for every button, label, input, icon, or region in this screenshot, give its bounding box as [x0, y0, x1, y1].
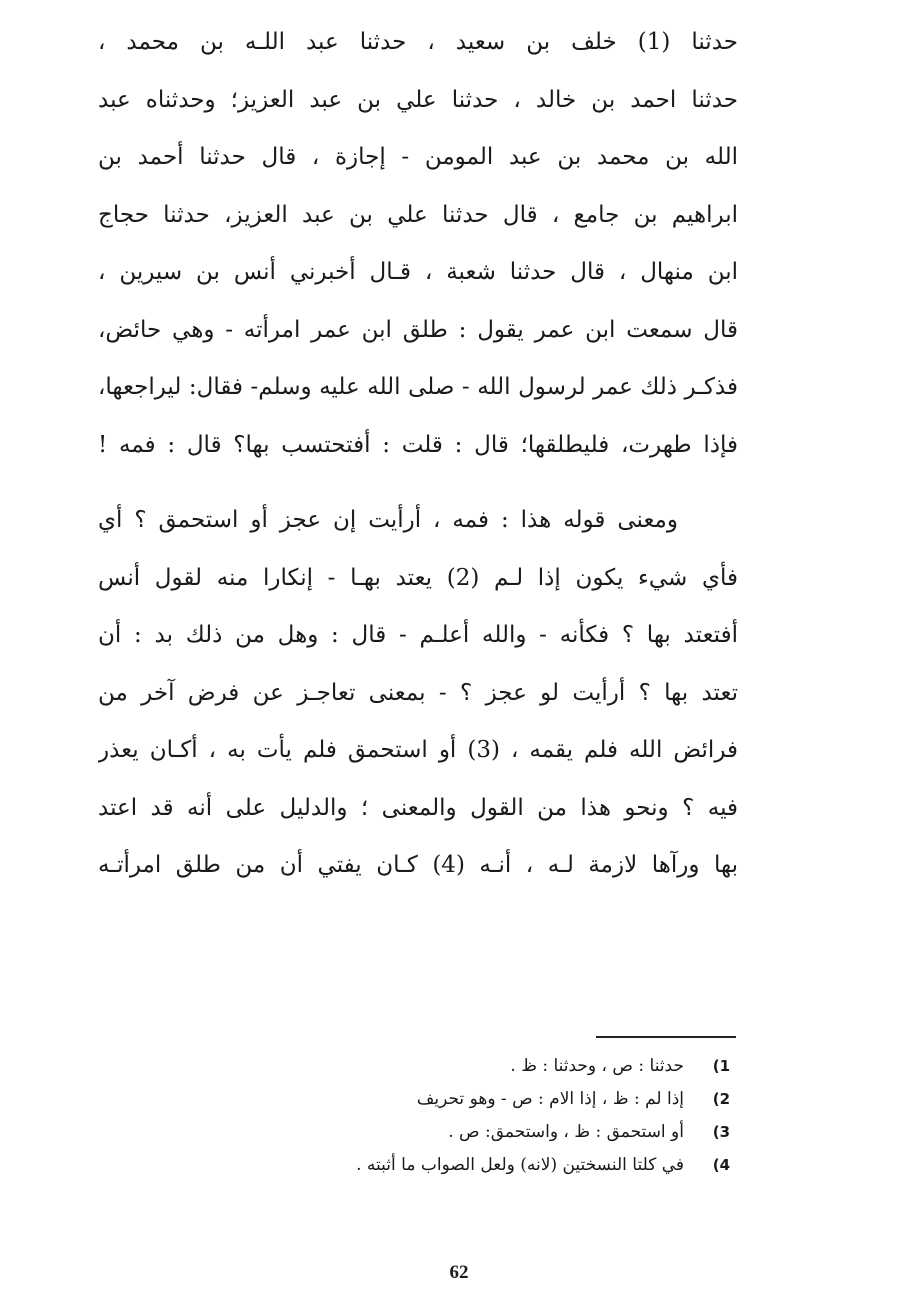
text-line: فإذا طهرت، فليطلقها؛ قال : قلت : أفتحتسب بها؟ قال : فمه !: [98, 431, 738, 458]
text-line: أفتعتد بها ؟ فكأنه - والله أعلـم - قال : وهل من ذلك بد : أن: [98, 622, 738, 648]
text-line: قال سمعت ابن عمر يقول : طلق ابن عمر امرأته - وهي حائض،: [98, 316, 738, 343]
text-line: فذكـر ذلك عمر لرسول الله - صلى الله عليه وسلم- فقال: ليراجعها،: [98, 374, 738, 400]
footnote-text: حدثنا : ص ، وحدثنا : ظ .: [510, 1056, 684, 1076]
text-line: بها ورآها لازمة لـه ، أنـه (4) كـان يفتي أن من طلق امرأتـه: [98, 852, 738, 878]
text-line: حدثنا احمد بن خالد ، حدثنا علي بن عبد العزيز؛ وحدثناه عبد: [98, 86, 738, 113]
footnote-number: 1): [712, 1057, 730, 1075]
text-line: حدثنا (1) خلف بن سعيد ، حدثنا عبد اللـه بن محمد ،: [98, 29, 738, 55]
footnote-item: [250, 1149, 730, 1182]
text-line: ومعنى قوله هذا : فمه ، أرأيت إن عجز أو استحمق ؟ أي: [98, 507, 678, 533]
footnote-text: أو استحمق : ظ ، واستحمق: ص .: [448, 1122, 684, 1142]
text-line: تعتد بها ؟ أرأيت لو عجز ؟ - بمعنى تعاجـز عن فرض آخر من: [98, 679, 738, 706]
footnote-number: 3): [712, 1123, 730, 1141]
footnote-item: [250, 1116, 730, 1149]
footnote-item: [250, 1050, 730, 1083]
footnote-text: في كلتا النسختين (لانه) ولعل الصواب ما أثبته .: [356, 1155, 684, 1175]
text-line: فيه ؟ ونحو هذا من القول والمعنى ؛ والدليل على أنه قد اعتد: [98, 794, 738, 821]
main-text: [98, 14, 738, 895]
page-number: 62: [449, 1262, 469, 1283]
paragraph-gap: [98, 474, 738, 492]
footnote-item: [250, 1083, 730, 1116]
footnote-number: 2): [712, 1090, 730, 1108]
text-line: فرائض الله فلم يقمه ، (3) أو استحمق فلم يأت به ، أكـان يعذر: [98, 737, 738, 763]
footnotes: [250, 1050, 730, 1182]
text-line: ابن منهال ، قال حدثنا شعبة ، قـال أخبرني أنس بن سيرين ،: [98, 259, 738, 285]
text-line: فأي شيء يكون إذا لـم (2) يعتد بهـا - إنكارا منه لقول أنس: [98, 564, 738, 591]
text-line: الله بن محمد بن عبد المومن - إجازة ، قال حدثنا أحمد بن: [98, 144, 738, 170]
footnote-text: إذا لم : ظ ، إذا الام : ص - وهو تحريف: [416, 1089, 684, 1109]
footnote-number: 4): [712, 1156, 730, 1174]
footnote-separator: [596, 1036, 736, 1038]
text-line: ابراهيم بن جامع ، قال حدثنا علي بن عبد العزيز، حدثنا حجاج: [98, 201, 738, 228]
